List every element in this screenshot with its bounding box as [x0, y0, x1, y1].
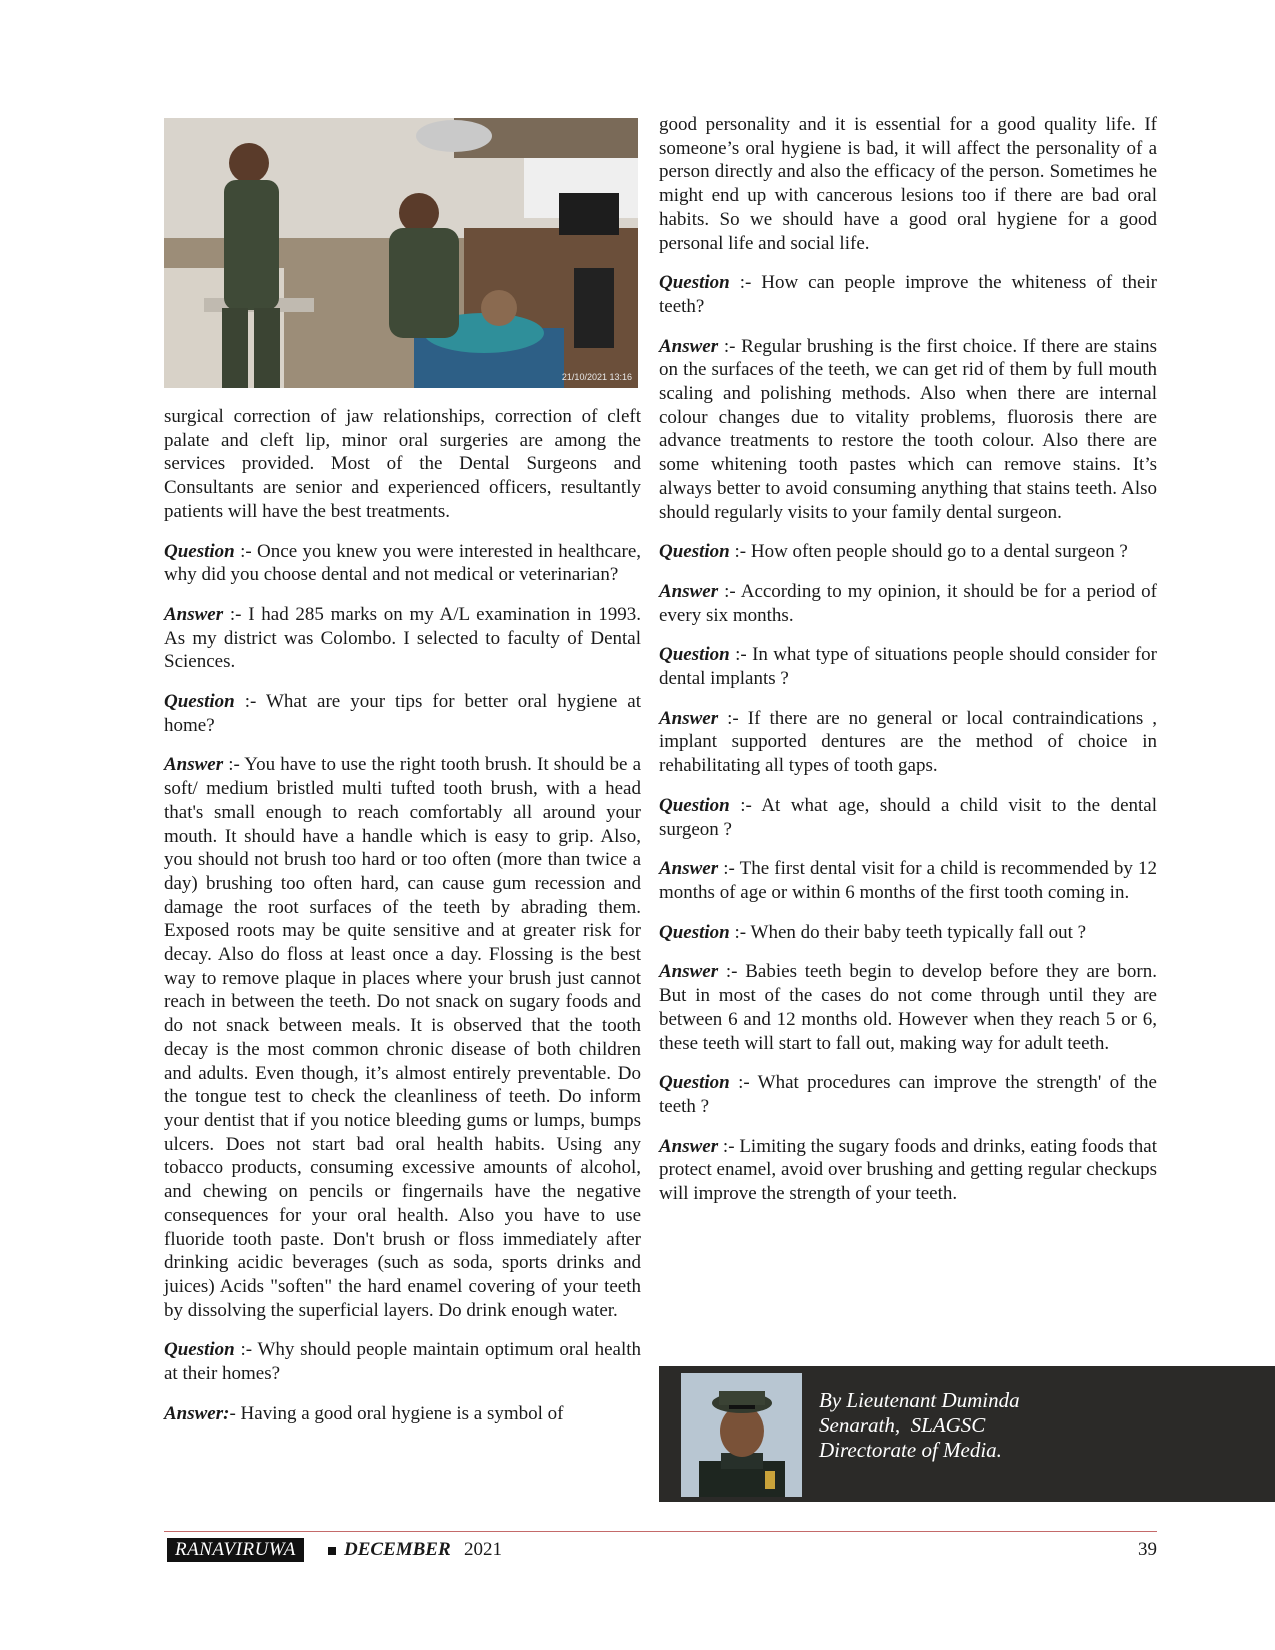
answer-paragraph: [164, 753, 641, 1322]
page-number: 39: [1138, 1539, 1157, 1560]
qa-separator: :-: [234, 691, 266, 713]
qa-separator: :-: [718, 961, 746, 983]
qa-label: Answer: [659, 1135, 719, 1157]
qa-text: If there are no general or local contraindications , implant supported dentures are the method of choice in rehabilitating all types of tooth gaps.: [659, 707, 1157, 777]
right-column: [659, 113, 1157, 1222]
qa-text: How can people improve the whiteness of their teeth?: [659, 272, 1157, 317]
byline-box: [659, 1366, 1275, 1502]
qa-label: Answer: [659, 335, 719, 357]
footer-separator-square: [328, 1547, 336, 1555]
answer-paragraph: [659, 1135, 1157, 1206]
qa-label: Answer:: [164, 1402, 230, 1424]
qa-text: You have to use the right tooth brush. It should be a soft/ medium bristled multi tufted tooth brush, with a head that's small enough to reach comfortably all around your mouth. It should have a handle which is easy to grip. Also, you should not brush too hard or too often (more than twice a day) brushing too often hard, can cause gum recession and damage the root surfaces of the teeth by abrading them. Exposed roots may be quite sensitive and at greater risk for decay. Also do floss at least once a day. Flossing is the best way to remove plaque in places where your brush just cannot reach in between the teeth. Do not snack on sugary foods and do not snack between meals. It is observed that the tooth decay is the most common chronic disease of both children and adults. Even though, it’s almost entirely preventable. Do the tongue test to check the cleanliness of teeth. Do inform your dentist that if you notice bleeding gums or lumps, bumps ulcers. Does not start bad oral health habits. Using any tobacco products, consuming excessive amounts of alcohol, and chewing on pencils or fingernails have the negative consequences for your oral health. Also you have to use fluoride tooth paste. Don't brush or floss immediately after drinking acidic beverages (such as soda, sports drinks and juices) Acids "soften" the hard enamel covering of your teeth by dissolving the superficial layers. Do drink enough water.: [164, 754, 642, 1321]
qa-label: Question: [164, 691, 235, 713]
qa-separator: :-: [729, 921, 751, 943]
qa-separator: :-: [729, 272, 762, 294]
qa-separator: :-: [223, 603, 249, 625]
answer-paragraph: [659, 580, 1157, 627]
question-paragraph: [659, 271, 1157, 318]
qa-separator: :-: [718, 858, 740, 880]
answer-paragraph: [659, 335, 1157, 525]
qa-separator: :-: [729, 1072, 758, 1094]
footer-rule: [164, 1531, 1157, 1532]
qa-label: Question: [164, 540, 235, 562]
qa-text: Babies teeth begin to develop before they are born. But in most of the cases do not come through until they are between 6 and 12 months old. However when they reach 5 or 6, these teeth will start to fall out, making way for adult teeth.: [659, 961, 1157, 1054]
answer-paragraph: [659, 707, 1157, 778]
qa-label: Answer: [164, 754, 224, 776]
right-qa-list: [659, 271, 1157, 1206]
qa-label: Answer: [659, 707, 719, 729]
left-column: [164, 405, 641, 1441]
question-paragraph: [659, 921, 1157, 945]
answer-paragraph: [659, 857, 1157, 904]
qa-separator: :-: [234, 540, 258, 562]
qa-label: Question: [659, 921, 730, 943]
qa-label: Answer: [659, 858, 719, 880]
qa-label: Question: [659, 272, 730, 294]
byline-line-2: Senarath, SLAGSC: [819, 1413, 986, 1437]
issue-year: 2021: [464, 1539, 502, 1560]
qa-separator: :-: [234, 1339, 258, 1361]
qa-text: What are your tips for better oral hygiene at home?: [164, 691, 642, 736]
dental-clinic-photo: [164, 118, 638, 388]
qa-text: In what type of situations people should consider for dental implants ?: [659, 644, 1157, 690]
qa-label: Answer: [659, 961, 719, 983]
qa-label: Answer: [659, 580, 719, 602]
question-paragraph: [659, 540, 1157, 564]
byline-line-3: Directorate of Media.: [819, 1438, 1002, 1462]
qa-separator: :-: [729, 644, 753, 666]
qa-label: Question: [659, 644, 730, 666]
left-intro-paragraph: surgical correction of jaw relationships, correction of cleft palate and cleft lip, minor oral surgeries are among the services provided. Most of the Dental Surgeons and Consultants are senior and experienced officers, resultantly patients will have the best treatments.: [164, 406, 641, 522]
qa-separator: :-: [729, 794, 762, 816]
qa-separator: -: [229, 1402, 241, 1424]
qa-separator: :-: [718, 1135, 740, 1157]
qa-text: According to my opinion, it should be for a period of every six months.: [659, 580, 1157, 626]
qa-separator: :-: [718, 707, 748, 729]
qa-text: Why should people maintain optimum oral health at their homes?: [164, 1339, 642, 1385]
question-paragraph: [659, 794, 1157, 841]
page-footer: [164, 1538, 1157, 1564]
photo-timestamp: 21/10/2021 13:16: [561, 372, 632, 382]
question-paragraph: [164, 540, 641, 587]
qa-label: Question: [659, 1072, 730, 1094]
qa-text: Having a good oral hygiene is a symbol of: [240, 1402, 564, 1424]
qa-label: Question: [164, 1339, 235, 1361]
left-qa-list: [164, 540, 641, 1426]
byline-text: [819, 1388, 1079, 1463]
question-paragraph: [164, 690, 641, 737]
dental-clinic-illustration: [164, 118, 638, 388]
qa-text: What procedures can improve the strength' of the teeth ?: [659, 1072, 1157, 1117]
qa-text: How often people should go to a dental surgeon ?: [750, 541, 1128, 563]
answer-paragraph: [164, 1402, 641, 1426]
qa-text: At what age, should a child visit to the dental surgeon ?: [659, 794, 1157, 840]
right-intro-paragraph: good personality and it is essential for a good quality life. If someone’s oral hygiene is bad, it will affect the personality of a person directly and also the efficacy of the person. Sometimes he might end up with cancerous lesions too if there are bad oral habits. So we should have a good oral hygiene for a good personal life and social life.: [659, 114, 1157, 254]
qa-text: When do their baby teeth typically fall out ?: [750, 921, 1087, 943]
answer-paragraph: [164, 603, 641, 674]
qa-separator: :-: [718, 580, 741, 602]
issue-month: DECEMBER: [344, 1539, 451, 1560]
qa-text: Limiting the sugary foods and drinks, eating foods that protect enamel, avoid over brushing and getting regular checkups will improve the strength of your teeth.: [659, 1135, 1158, 1205]
qa-separator: :-: [223, 754, 245, 776]
question-paragraph: [659, 1071, 1157, 1118]
qa-text: I had 285 marks on my A/L examination in 1993. As my district was Colombo. I selected to faculty of Dental Sciences.: [164, 603, 641, 673]
qa-text: Regular brushing is the first choice. If there are stains on the surfaces of the teeth, we can get rid of them by full mouth scaling and polishing methods. Also when there are internal colour changes due to vitality problems, fluorosis there are advance treatments to restore the tooth colour. Also there are some whitening tooth pastes which can remove stains. It’s always better to avoid consuming anything that stains teeth. Also should regularly visits to your family dental surgeon.: [659, 335, 1158, 523]
qa-label: Question: [659, 794, 730, 816]
author-photo: [681, 1373, 802, 1497]
qa-separator: :-: [718, 335, 742, 357]
qa-text: The first dental visit for a child is recommended by 12 months of age or within 6 months of the first tooth coming in.: [659, 858, 1157, 903]
qa-label: Answer: [164, 603, 224, 625]
magazine-name: RANAVIRUWA: [167, 1538, 304, 1562]
author-portrait-illustration: [681, 1373, 802, 1497]
answer-paragraph: [659, 960, 1157, 1055]
question-paragraph: [659, 643, 1157, 690]
question-paragraph: [164, 1338, 641, 1385]
qa-text: Once you knew you were interested in healthcare, why did you choose dental and not medical or veterinarian?: [164, 540, 642, 586]
byline-line-1: By Lieutenant Duminda: [819, 1388, 1020, 1412]
qa-separator: :-: [729, 541, 751, 563]
qa-label: Question: [659, 541, 730, 563]
